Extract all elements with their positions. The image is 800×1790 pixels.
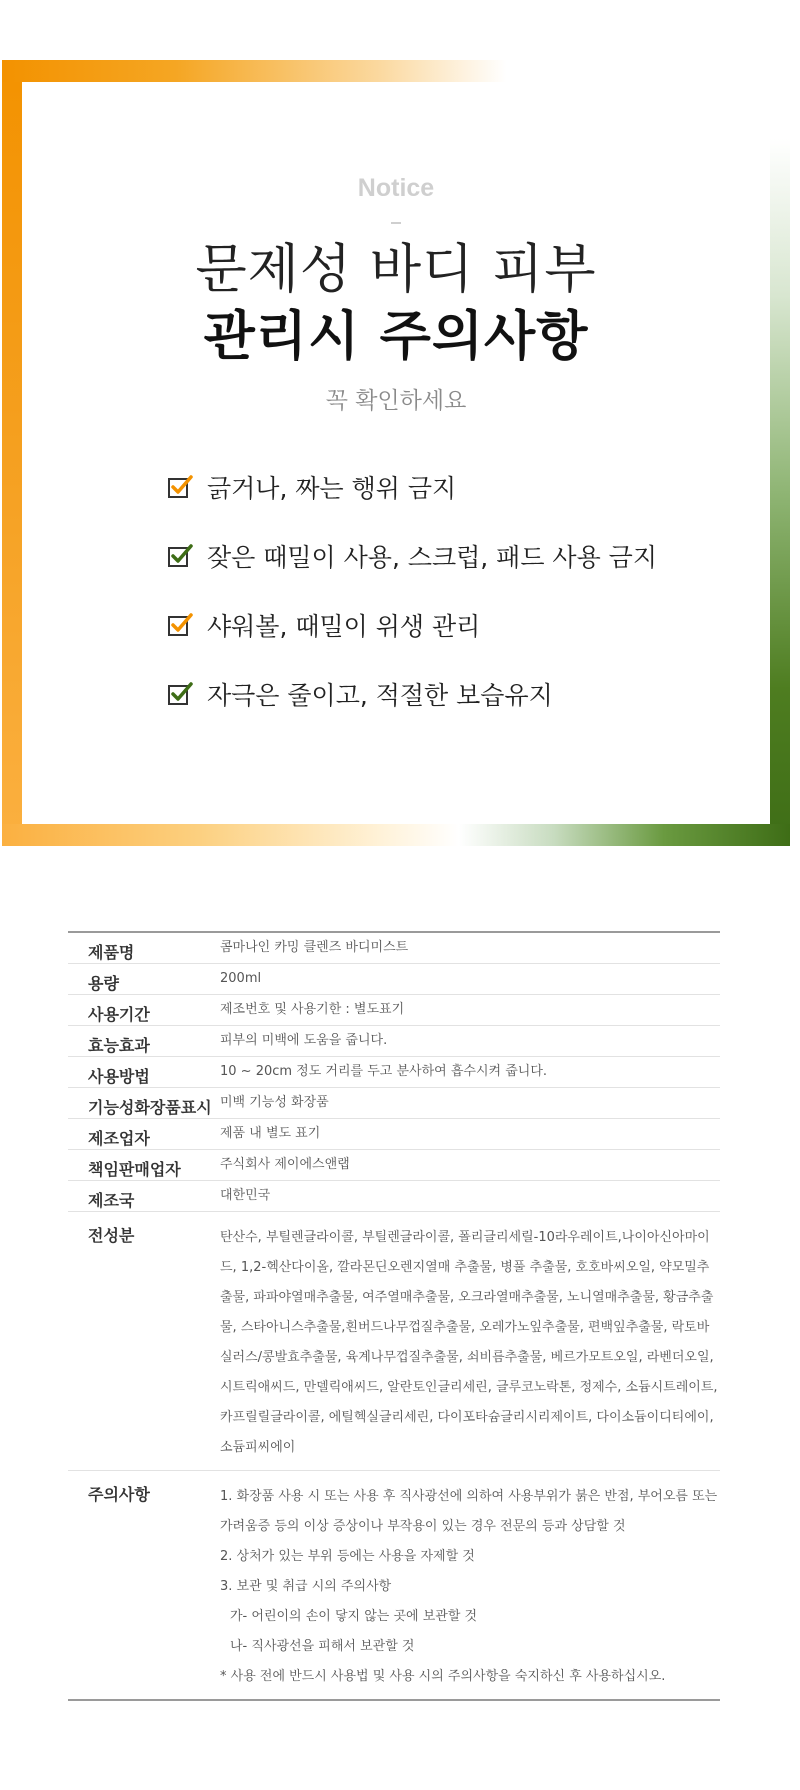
checkbox-checked-icon <box>167 474 193 500</box>
row-value: 200ml <box>220 971 262 986</box>
caution-subline: 나- 직사광선을 피해서 보관할 것 <box>230 1639 415 1654</box>
checklist-item <box>167 521 657 590</box>
caution-subline: 가- 어린이의 손이 닿지 않는 곳에 보관할 것 <box>230 1609 478 1624</box>
notice-title-line2: 관리시 주의사항 <box>203 306 589 367</box>
row-label: 제조국 <box>88 1191 135 1210</box>
product-info-table <box>68 931 720 1701</box>
caution-line: 2. 상처가 있는 부위 등에는 사용을 자제할 것 <box>220 1549 475 1564</box>
ingredients-value: 탄산수, 부틸렌글라이콜, 부틸렌글라이콜, 폴리글리세릴-10라우레이트,나이아신아마이드, 1,2-헥산다이올, 깔라몬딘오렌지열매 추출물, 병풀 추출물, 호호바씨오일, 약모밀추출물, 파파야열매추출물, 여주열매추출물, 오크라열매추출물, 노니열매추출물, 황금추출물, 스타아니스추출물,흰버드나무껍질추출물, 오레가노잎추출물, 편백잎추출물, 락토바실러스/콩발효추출물, 육계나무껍질추출물, 쇠비름추출물, 베르가모트오일, 라벤더오일, 시트릭애씨드, 만델릭애씨드, 알란토인글리세린, 글루코노락톤, 정제수, 소듐시트레이트, 카프릴릴글라이콜, 에틸헥실글리세린, 다이포타슘글리시리제이트, 다이소듐이디티에이, 소듐피씨에이 <box>220 1230 718 1455</box>
checklist-item <box>167 452 657 521</box>
caution-footnote: * 사용 전에 반드시 사용법 및 사용 시의 주의사항을 숙지하신 후 사용하십시오. <box>220 1669 666 1684</box>
checklist-item-text: 자극은 줄이고, 적절한 보습유지 <box>207 680 553 710</box>
table-row <box>68 964 720 995</box>
row-value: 제조번호 및 사용기한 : 별도표기 <box>220 1002 405 1017</box>
checklist-item-text: 샤워볼, 때밀이 위생 관리 <box>207 611 481 641</box>
notice-title-line1: 문제성 바디 피부 <box>195 239 597 300</box>
table-row <box>68 1119 720 1150</box>
row-label: 기능성화장품표시 <box>88 1098 212 1117</box>
checklist-item <box>167 590 657 659</box>
caution-line: 1. 화장품 사용 시 또는 사용 후 직사광선에 의하여 사용부위가 붉은 반점, 부어오름 또는 가려움증 등의 이상 증상이나 부작용이 있는 경우 전문의 등과 상담할 것 <box>220 1489 718 1534</box>
row-value: 콤마나인 카밍 클렌즈 바디미스트 <box>220 940 409 955</box>
notice-frame <box>2 60 790 846</box>
row-value: 미백 기능성 화장품 <box>220 1095 329 1110</box>
row-value: 10 ~ 20cm 정도 거리를 두고 분사하여 흡수시켜 줍니다. <box>220 1064 548 1079</box>
row-value: 주식회사 제이에스앤랩 <box>220 1157 350 1172</box>
cautions-row <box>68 1471 720 1701</box>
cautions-value <box>220 1471 720 1701</box>
table-row <box>68 1026 720 1057</box>
caution-checklist <box>167 452 657 728</box>
table-row <box>68 1088 720 1119</box>
caution-line: 3. 보관 및 취급 시의 주의사항 <box>220 1579 392 1594</box>
row-label: 사용기간 <box>88 1005 150 1024</box>
table-row <box>68 1150 720 1181</box>
row-label: 효능효과 <box>88 1036 150 1055</box>
notice-panel <box>22 82 770 824</box>
cautions-label: 주의사항 <box>88 1485 150 1504</box>
checklist-item <box>167 659 657 728</box>
checkbox-checked-icon <box>167 543 193 569</box>
notice-subtitle: 꼭 확인하세요 <box>325 388 467 414</box>
table-row <box>68 995 720 1026</box>
checklist-item-text: 잦은 때밀이 사용, 스크럽, 패드 사용 금지 <box>207 542 657 572</box>
ingredients-label: 전성분 <box>88 1226 135 1245</box>
checklist-item-text: 긁거나, 짜는 행위 금지 <box>207 473 457 503</box>
checkbox-checked-icon <box>167 681 193 707</box>
row-value: 제품 내 별도 표기 <box>220 1126 321 1141</box>
row-label: 용량 <box>88 974 119 993</box>
row-label: 제조업자 <box>88 1129 150 1148</box>
ingredients-row <box>68 1212 720 1471</box>
row-value: 피부의 미백에 도움을 줍니다. <box>220 1033 388 1048</box>
row-value: 대한민국 <box>220 1188 271 1203</box>
table-row <box>68 1181 720 1212</box>
row-label: 사용방법 <box>88 1067 150 1086</box>
table-row <box>68 1057 720 1088</box>
checkbox-checked-icon <box>167 612 193 638</box>
row-label: 제품명 <box>88 943 135 962</box>
notice-divider <box>391 222 401 224</box>
notice-label: Notice <box>357 174 435 202</box>
row-label: 책임판매업자 <box>88 1160 181 1179</box>
table-row <box>68 932 720 964</box>
